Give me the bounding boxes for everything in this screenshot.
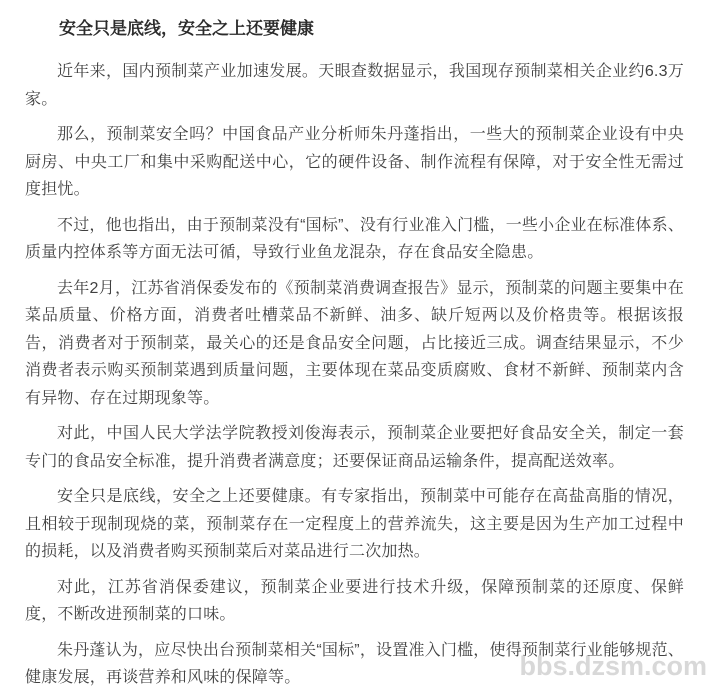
paragraph: 安全只是底线，安全之上还要健康。有专家指出，预制菜中可能存在高盐高脂的情况，且相较于现制现烧的菜，预制菜存在一定程度上的营养流失，这主要是因为生产加工过程中的损耗，以及消费者购买预制菜后对菜品进行二次加热。 xyxy=(25,488,684,560)
paragraph: 对此，中国人民大学法学院教授刘俊海表示，预制菜企业要把好食品安全关，制定一套专门的食品安全标准，提升消费者满意度；还要保证商品运输条件，提高配送效率。 xyxy=(25,425,684,470)
paragraph: 朱丹蓬认为，应尽快出台预制菜相关“国标”，设置准入门槛，使得预制菜行业能够规范、健康发展，再谈营养和风味的保障等。 xyxy=(25,641,684,686)
article-title: 安全只是底线，安全之上还要健康 xyxy=(59,19,314,38)
watermark-text: bbs.dzsm.com xyxy=(519,651,707,681)
paragraph: 近年来，国内预制菜产业加速发展。天眼查数据显示，我国现存预制菜相关企业约6.3万家。 xyxy=(25,63,684,108)
paragraph: 那么，预制菜安全吗？中国食品产业分析师朱丹蓬指出，一些大的预制菜企业设有中央厨房、中央工厂和集中采购配送中心，它的硬件设备、制作流程有保障，对于安全性无需过度担忧。 xyxy=(25,126,684,198)
paragraph: 对此，江苏省消保委建议，预制菜企业要进行技术升级，保障预制菜的还原度、保鲜度，不断改进预制菜的口味。 xyxy=(25,578,684,623)
paragraph: 不过，他也指出，由于预制菜没有“国标”、没有行业准入门槛，一些小企业在标准体系、质量内控体系等方面无法可循，导致行业鱼龙混杂，存在食品安全隐患。 xyxy=(25,216,684,261)
paragraph: 去年2月，江苏省消保委发布的《预制菜消费调查报告》显示，预制菜的问题主要集中在菜品质量、价格方面，消费者吐槽菜品不新鲜、油多、缺斤短两以及价格贵等。根据该报告，消费者对于预制菜，最关心的还是食品安全问题，占比接近三成。调查结果显示，不少消费者表示购买预制菜遇到质量问题，主要体现在菜品变质腐败、食材不新鲜、预制菜内含有异物、存在过期现象等。 xyxy=(25,279,684,407)
